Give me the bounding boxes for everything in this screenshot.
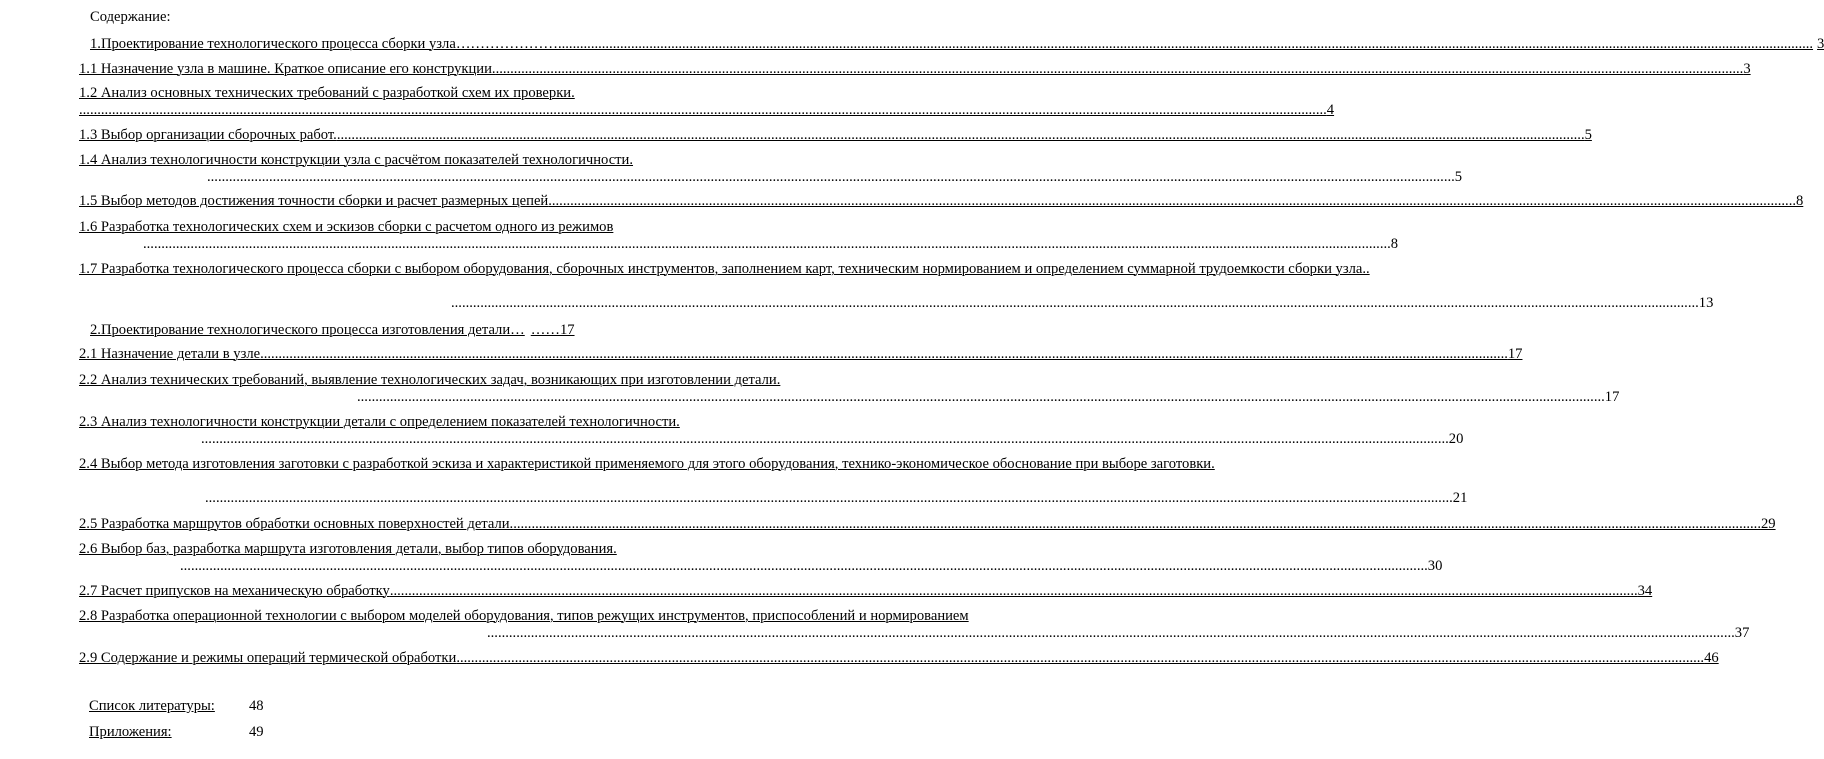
toc-entry-page: 34 <box>1637 583 1653 599</box>
toc-entry-page: 21 <box>1452 490 1468 506</box>
toc-entry-2-3[interactable] <box>79 414 1464 447</box>
toc-entry-page: 5 <box>1584 127 1592 143</box>
toc-entry-page: 8 <box>1390 236 1399 252</box>
toc-entry-page: 3 <box>1817 36 1824 52</box>
toc-entry-page: ……17 <box>530 322 575 338</box>
toc-entry-title: 2.7 Расчет припусков на механическую обработку <box>79 583 390 599</box>
toc-entry-2-1[interactable] <box>79 346 1523 363</box>
toc-entry-title: 2.3 Анализ технологичности конструкции детали с определением показателей технологичности. <box>79 414 680 430</box>
toc-entry-2[interactable] <box>90 322 640 339</box>
toc-entry-page: 37 <box>1734 625 1750 641</box>
toc-entry-title: 1.5 Выбор методов достижения точности сборки и расчет размерных цепей <box>79 193 549 209</box>
toc-entry-1-4[interactable] <box>79 152 1463 185</box>
literature-page: 48 <box>249 698 264 714</box>
toc-entry-1-7[interactable] <box>79 261 1714 311</box>
toc-entry-page: 46 <box>1704 650 1719 666</box>
literature-label: Список литературы: <box>89 698 215 714</box>
toc-entry-page: 4 <box>1326 102 1335 118</box>
toc-entry-title: 2.5 Разработка маршрутов обработки основных поверхностей детали. <box>79 516 514 532</box>
toc-entry-title: 2.1 Назначение детали в узле <box>79 346 261 362</box>
toc-entry-1[interactable] <box>90 36 1824 53</box>
toc-entry-page: 13 <box>1698 295 1714 311</box>
toc-entry-title: 2.4 Выбор метода изготовления заготовки с разработкой эскиза и характеристикой применяемого для этого оборудования, технико-экономическое обоснование при выборе заготовки. <box>79 456 1215 472</box>
toc-literature[interactable] <box>89 698 264 715</box>
appendix-label: Приложения: <box>89 724 172 740</box>
toc-entry-2-2[interactable] <box>79 372 1620 405</box>
toc-entry-title: 1.3 Выбор организации сборочных работ. <box>79 127 337 143</box>
toc-entry-title: 2.9 Содержание и режимы операций термической обработки <box>79 650 457 666</box>
toc-entry-title: 1.7 Разработка технологического процесса сборки с выбором оборудования, сборочных инструментов, заполнением карт, техническим нормированием и определением суммарной трудоемкости сборки узла.. <box>79 261 1370 277</box>
toc-entry-title: 2.8 Разработка операционной технологии с выбором моделей оборудования, типов режущих инструментов, приспособлений и нормированием <box>79 608 969 624</box>
appendix-page: 49 <box>249 724 264 740</box>
toc-entry-1-6[interactable] <box>79 219 1399 252</box>
toc-entry-2-6[interactable] <box>79 541 1443 574</box>
toc-entry-1-2[interactable] <box>79 85 1335 119</box>
toc-entry-page: 30 <box>1427 558 1443 574</box>
toc-entry-1-1[interactable] <box>79 61 1751 78</box>
toc-entry-2-9[interactable] <box>79 650 1719 667</box>
toc-entry-title: 1.2 Анализ основных технических требований с разработкой схем их проверки. <box>79 85 575 101</box>
toc-entry-page: 3 <box>1743 61 1751 77</box>
toc-entry-page: 29 <box>1760 516 1776 532</box>
toc-entry-page: 5 <box>1454 169 1463 185</box>
toc-entry-2-4[interactable] <box>79 456 1468 506</box>
toc-entry-title: 2.2 Анализ технических требований, выявление технологических задач, возникающих при изготовлении детали. <box>79 372 781 388</box>
toc-entry-page: 17 <box>1507 346 1523 362</box>
toc-appendix[interactable] <box>89 724 264 741</box>
toc-entry-2-8[interactable] <box>79 608 1750 641</box>
toc-entry-title: 1.Проектирование технологического процесса сборки узла………………….. <box>90 36 566 52</box>
toc-entry-title: 1.1 Назначение узла в машине. Краткое описание его конструкции. <box>79 61 496 77</box>
toc-entry-2-5[interactable] <box>79 516 1776 533</box>
toc-entry-title: 1.6 Разработка технологических схем и эскизов сборки с расчетом одного из режимов <box>79 219 614 235</box>
toc-entry-1-5[interactable] <box>79 193 1804 210</box>
toc-entry-1-3[interactable] <box>79 127 1592 144</box>
toc-entry-page: 8 <box>1796 193 1804 209</box>
toc-heading: Содержание: <box>90 9 171 25</box>
toc-entry-title: 1.4 Анализ технологичности конструкции узла с расчётом показателей технологичности. <box>79 152 634 168</box>
toc-entry-page: 20 <box>1448 431 1464 447</box>
toc-entry-page: 17 <box>1604 389 1620 405</box>
toc-entry-2-7[interactable] <box>79 583 1653 600</box>
toc-entry-title: 2.6 Выбор баз, разработка маршрута изготовления детали, выбор типов оборудования. <box>79 541 617 557</box>
toc-entry-title: 2.Проектирование технологического процесса изготовления детали… <box>90 322 525 338</box>
